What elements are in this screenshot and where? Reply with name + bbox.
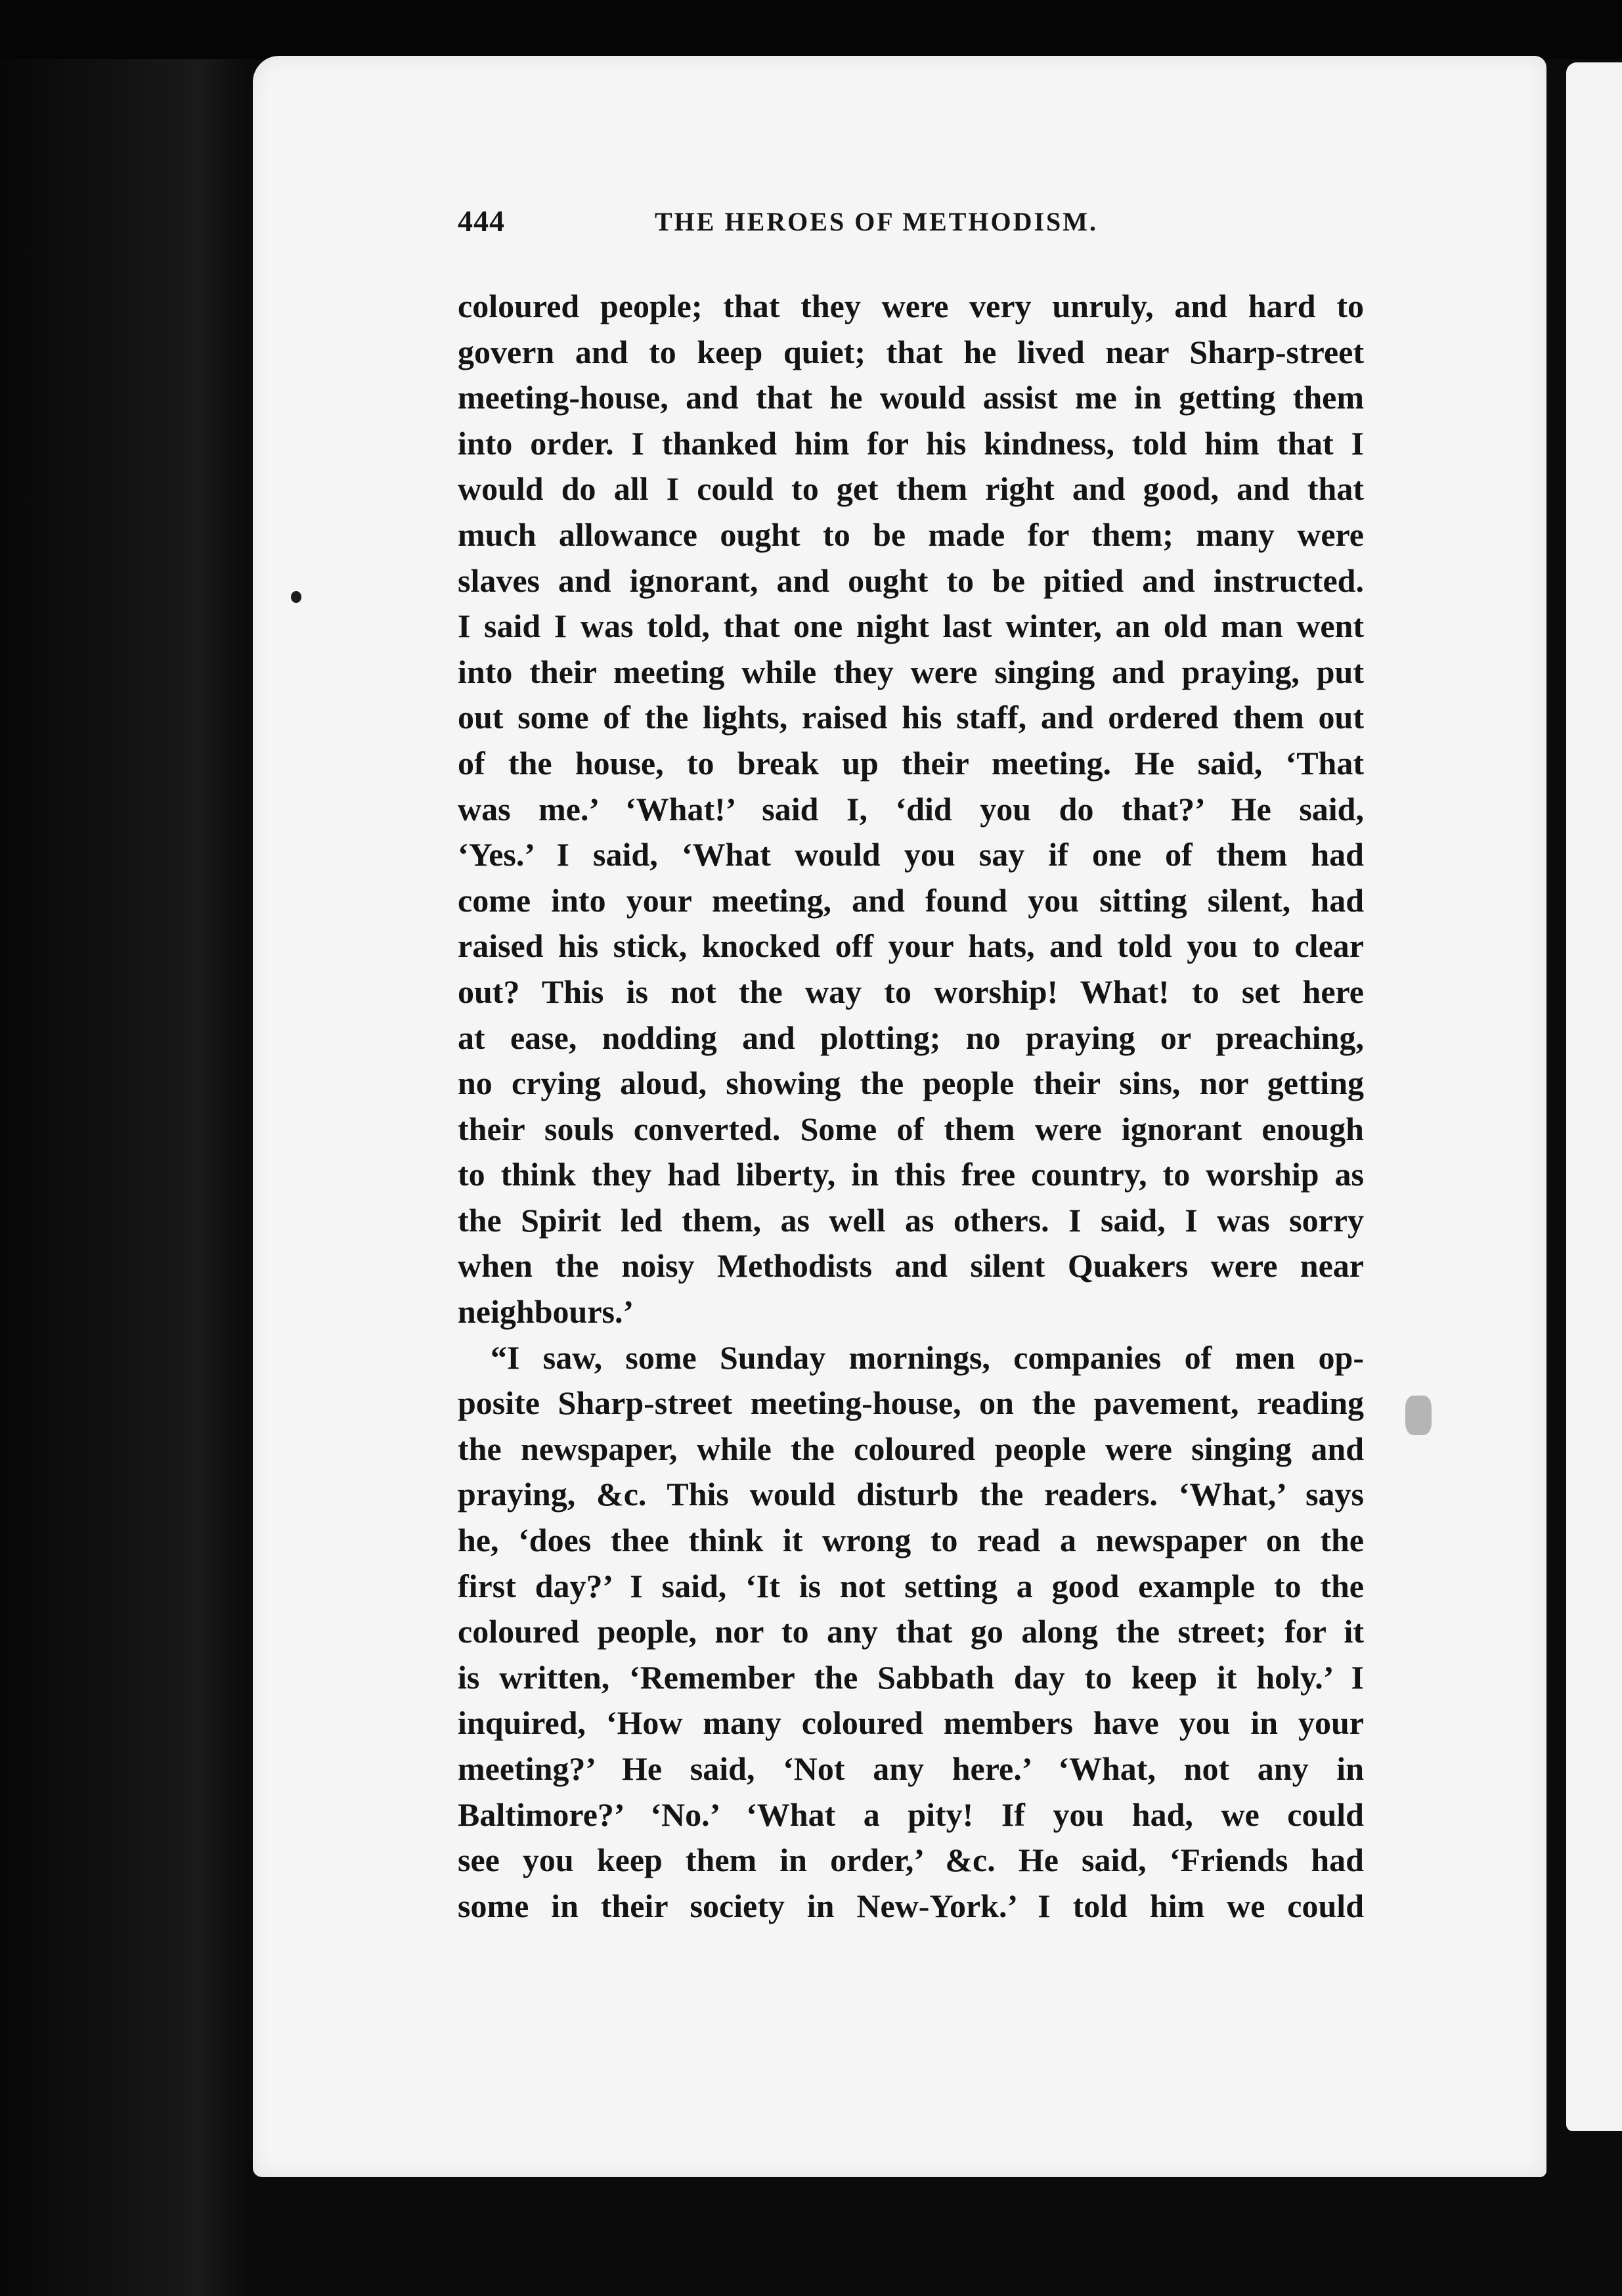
page-header: [458, 204, 1364, 256]
text-line: the Spirit led them, as well as others. I said, I was sorry: [458, 1201, 1364, 1239]
text-line: I said I was told, that one night last winter, an old man went: [458, 607, 1364, 645]
text-line: was me.’ ‘What!’ said I, ‘did you do that?’ He said,: [458, 790, 1364, 828]
text-line: to think they had liberty, in this free country, to worship as: [458, 1156, 1364, 1193]
text-line: when the noisy Methodists and silent Quakers were near: [458, 1247, 1364, 1285]
page-number: 444: [458, 204, 505, 238]
text-line: into their meeting while they were singing and praying, put: [458, 653, 1364, 690]
text-line: posite Sharp-street meeting-house, on the pavement, reading: [458, 1384, 1364, 1422]
text-line: slaves and ignorant, and ought to be pitied and instructed.: [458, 562, 1364, 599]
text-line: praying, &c. This would disturb the readers. ‘What,’ says: [458, 1476, 1364, 1513]
text-line: their souls converted. Some of them were ignorant enough: [458, 1110, 1364, 1147]
text-line: no crying aloud, showing the people their sins, nor getting: [458, 1065, 1364, 1102]
scan-top-margin: [0, 0, 1622, 59]
binding-gutter: [0, 0, 250, 2296]
text-line: raised his stick, knocked off your hats, and told you to clear: [458, 927, 1364, 965]
text-line: first day?’ I said, ‘It is not setting a good example to the: [458, 1567, 1364, 1604]
text-line: he, ‘does thee think it wrong to read a newspaper on the: [458, 1522, 1364, 1559]
text-line: is written, ‘Remember the Sabbath day to keep it holy.’ I: [458, 1658, 1364, 1696]
paper-blemish: [1405, 1396, 1432, 1435]
text-line: into order. I thanked him for his kindness, told him that I: [458, 424, 1364, 462]
text-line: the newspaper, while the coloured people were singing and: [458, 1430, 1364, 1467]
text-line: out? This is not the way to worship! What! to set here: [458, 973, 1364, 1010]
body-text: [458, 284, 1364, 1929]
text-line: Baltimore?’ ‘No.’ ‘What a pity! If you had, we could: [458, 1796, 1364, 1833]
running-title: THE HEROES OF METHODISM.: [655, 207, 1099, 236]
text-line: at ease, nodding and plotting; no praying or preaching,: [458, 1019, 1364, 1056]
facing-page-edge: [1566, 62, 1622, 2131]
text-line: coloured people; that they were very unruly, and hard to: [458, 288, 1364, 324]
text-line: meeting?’ He said, ‘Not any here.’ ‘What, not any in: [458, 1750, 1364, 1787]
text-line: ‘Yes.’ I said, ‘What would you say if one of them had: [458, 836, 1364, 873]
text-line: neighbours.’: [458, 1293, 634, 1331]
text-line: see you keep them in order,’ &c. He said, ‘Friends had: [458, 1842, 1364, 1879]
text-line: would do all I could to get them right and good, and that: [458, 470, 1364, 508]
text-line: much allowance ought to be made for them; many were: [458, 516, 1364, 553]
text-line: out some of the lights, raised his staff, and ordered them out: [458, 699, 1364, 736]
text-line: govern and to keep quiet; that he lived near Sharp-street: [458, 333, 1364, 370]
text-line: inquired, ‘How many coloured members have you in your: [458, 1704, 1364, 1742]
text-line: “I saw, some Sunday mornings, companies of men op-: [491, 1338, 1364, 1376]
text-line: some in their society in New-York.’ I told him we could: [458, 1887, 1364, 1924]
text-line: meeting-house, and that he would assist me in getting them: [458, 379, 1364, 416]
ink-speck: [291, 591, 301, 603]
text-line: coloured people, nor to any that go along the street; for it: [458, 1613, 1364, 1650]
text-line: come into your meeting, and found you sitting silent, had: [458, 881, 1364, 919]
text-line: of the house, to break up their meeting. He said, ‘That: [458, 744, 1364, 782]
